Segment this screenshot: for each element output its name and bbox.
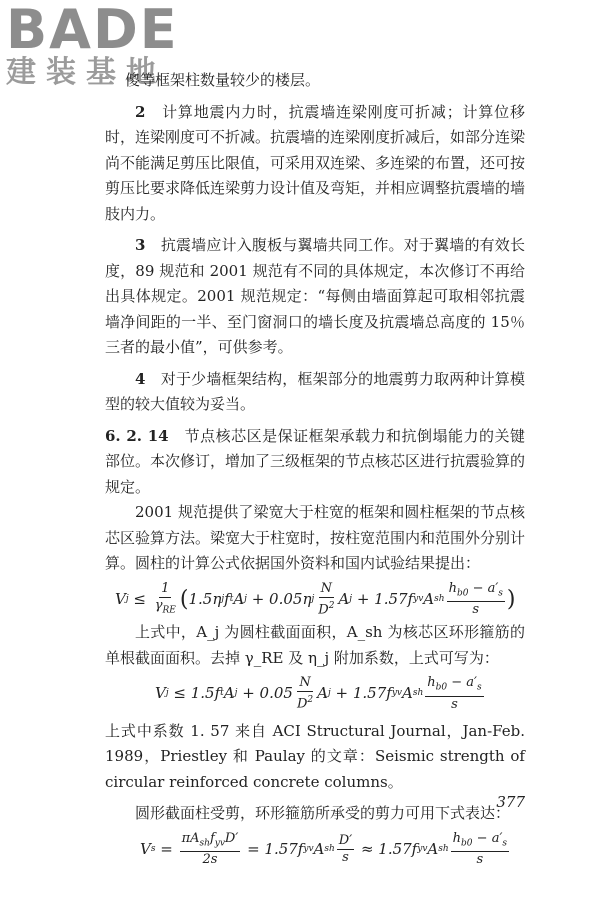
paragraph-text: 计算地震内力时，抗震墙连梁刚度可折减；计算位移时，连梁刚度可不折减。抗震墙的连梁刚度折减后，如部分连梁尚不能满足剪压比限值，可采用双连梁、多连梁的布置，还可按剪压比要求降低连梁剪力设计值及弯矩，并相应调整抗震墙的墙肢内力。: [105, 102, 526, 223]
section-text: 节点核芯区是保证框架承载力和抗倒塌能力的关键部位。本次修订，增加了三级框架的节点核芯区进行抗震验算的规定。: [105, 426, 526, 496]
item-number: 4: [135, 369, 146, 388]
page-body: [105, 68, 525, 868]
paragraph-5: 2001 规范提供了梁宽大于柱宽的框架和圆柱框架的节点核芯区验算方法。梁宽大于柱宽时，按柱宽范围内和范围外分别计算。圆柱的计算公式依据国外资料和国内试验结果提出：: [105, 503, 526, 572]
paragraph-text: 对于少墙框架结构，框架部分的地震剪力取两种计算模型的较大值较为妥当。: [105, 369, 525, 413]
paragraph-3: [105, 233, 525, 361]
paragraph-8: 圆形截面柱受剪，环形箍筋所承受的剪力可用下式表达：: [135, 804, 511, 823]
formula-3: V s = $\frac{\pi A_{sh}f_{yv}D'}{2s}$ = 1.57f yv A sh $\frac{D'}{s}$ ≈ 1.57f yv A sh $\frac{h_{b0} - a'_s}{s}$: [140, 830, 508, 868]
item-number: 3: [135, 236, 146, 254]
section-6-2-14: [105, 424, 525, 501]
logo-word: BADE: [6, 0, 179, 61]
page-number: 377: [496, 793, 525, 811]
paragraph-text: 抗震墙应计入腹板与翼墙共同工作。对于翼墙的有效长度，89 规范和 2001 规范有不同的具体规定，本次修订不再给出具体规定。2001 规范规定：“每侧由墙面算起可取相邻抗震墙净间距的一半、至门窗洞口的墙长度及抗震墙总高度的 15％三者的最小值”，可供参考。: [105, 236, 525, 356]
paragraph-7: 上式中系数 1. 57 来自 ACI Structural Journal，Jan-Feb. 1989，Priestley 和 Paulay 的文章：Seismic strength of circular reinforced concrete columns。: [105, 721, 525, 791]
logo-cn: 建装基地: [6, 55, 166, 90]
formula-1: V j ≤ $\frac{1}{\gamma_{RE}}$ ( 1.5η j f t A j + 0.05η j $\frac{N}{D^2}$ A j + 1.57f yv A sh $\frac{h_{b0} - a'_s}{s}$ ): [115, 580, 516, 618]
paragraph-6: 上式中，A_j 为圆柱截面面积，A_sh 为核芯区环形箍筋的单根截面面积。去掉 γ_RE 及 η_j 附加系数，上式可写为：: [105, 623, 525, 667]
paragraph-2: [105, 100, 525, 228]
paragraph-4: [105, 367, 525, 418]
line-continuation: 傻等框架柱数量较少的楼层。: [125, 71, 321, 89]
formula-2: V j ≤ 1.5f t A j + 0.05 $\frac{N}{D^2}$ A j + 1.57f yv A sh $\frac{h_{b0} - a'_s}{s}$: [155, 675, 482, 712]
section-number: 6. 2. 14: [105, 426, 169, 445]
item-number: 2: [135, 102, 146, 121]
